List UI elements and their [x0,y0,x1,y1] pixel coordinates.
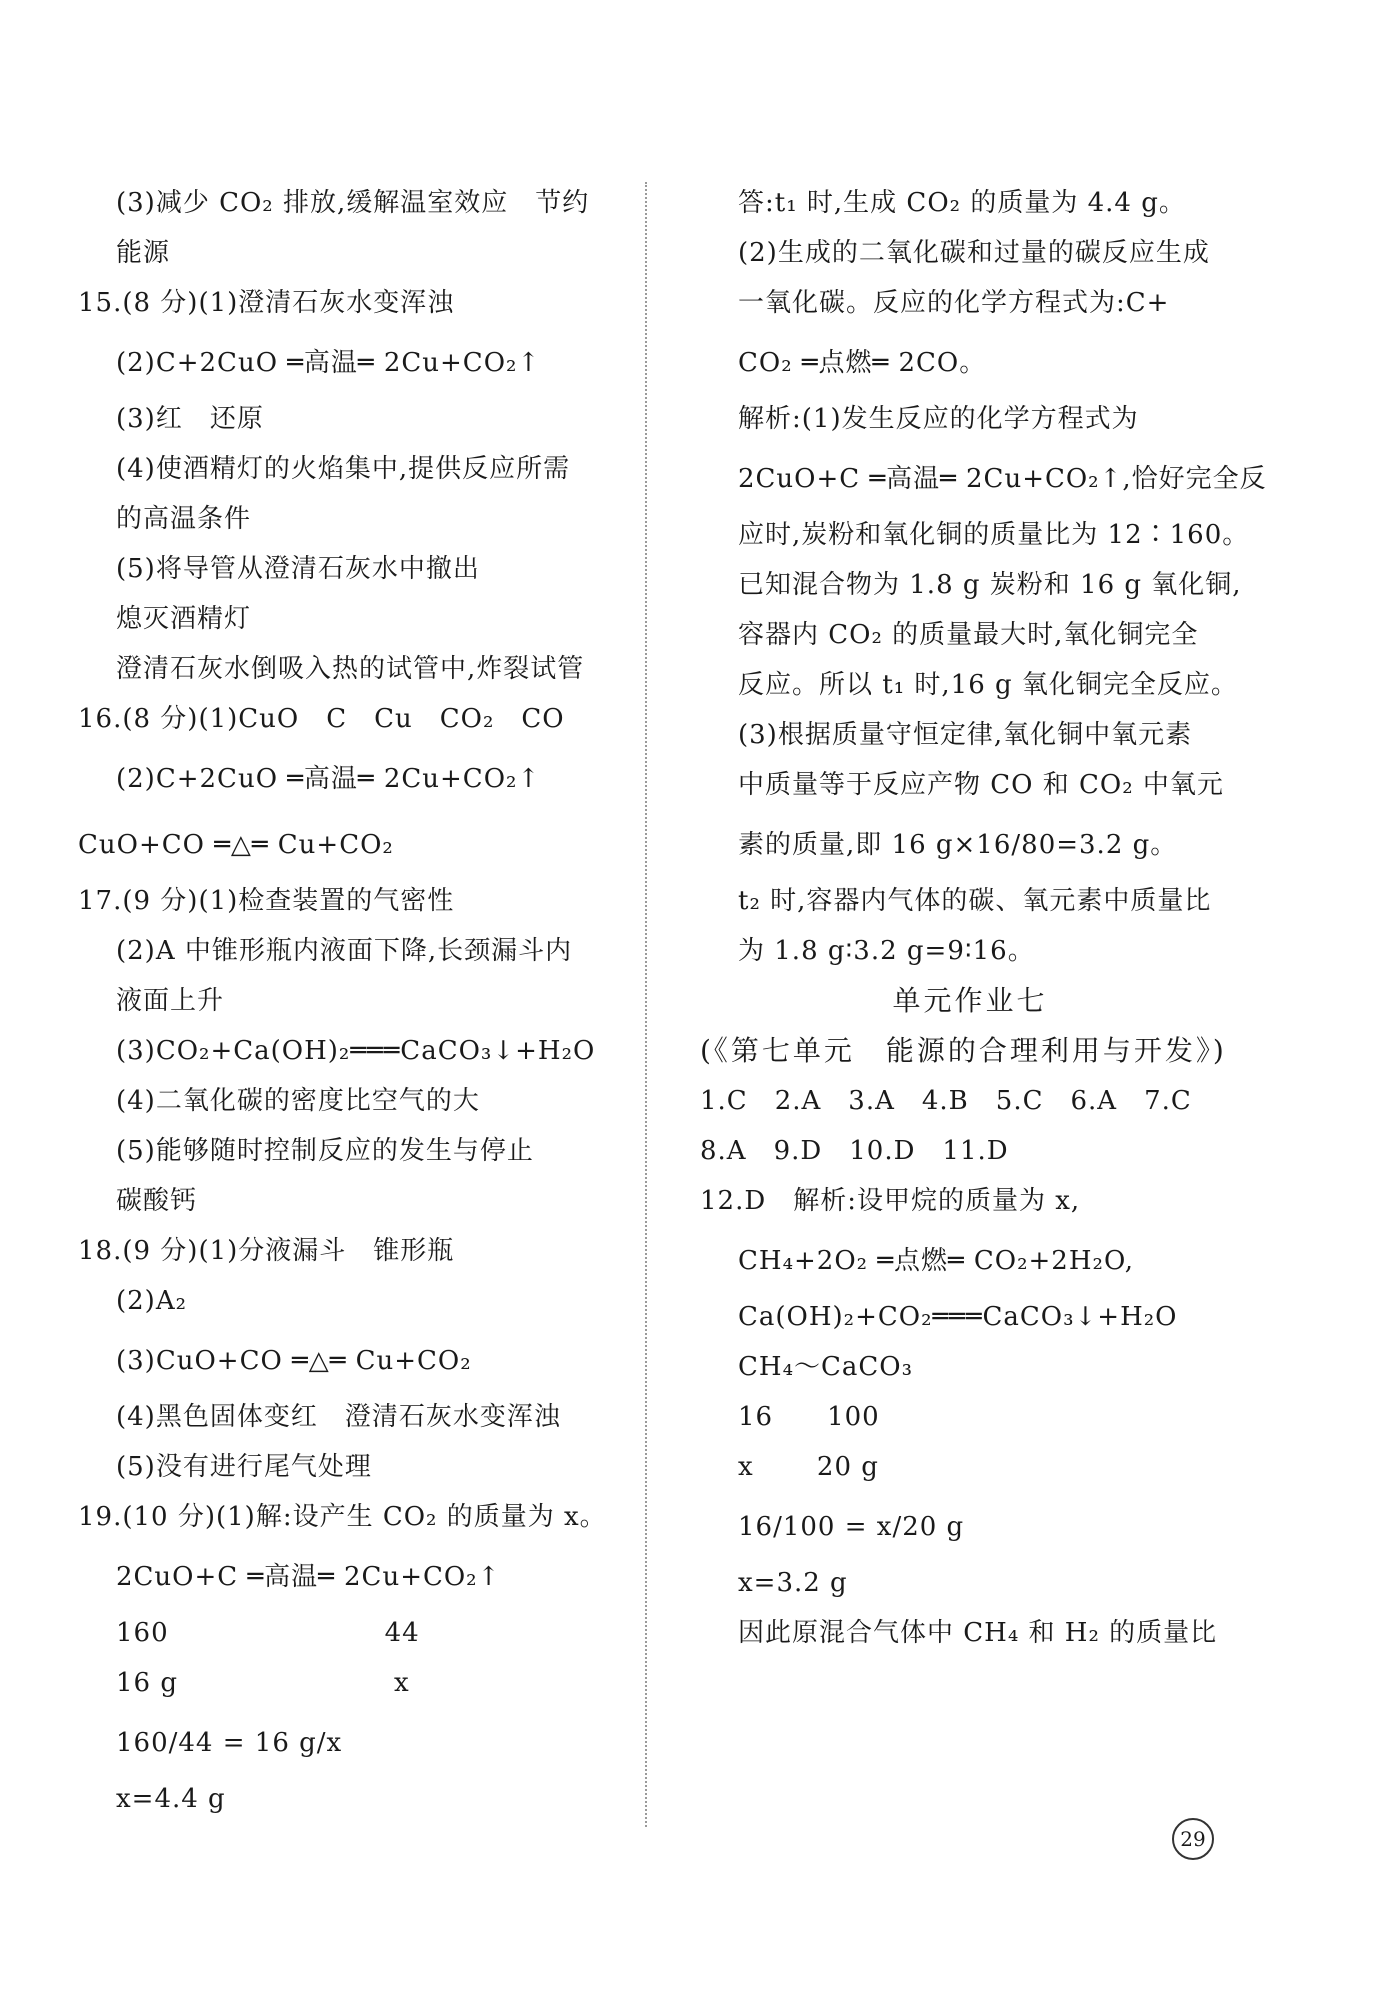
right-column-line: 为 1.8 g∶3.2 g=9∶16。 [738,936,1035,966]
left-column-line: (5)能够随时控制反应的发生与停止 [116,1136,534,1166]
left-column-line: 18.(9 分)(1)分液漏斗 锥形瓶 [78,1236,455,1266]
right-column-line: x=3.2 g [738,1568,848,1598]
left-column-line: x=4.4 g [116,1784,226,1814]
right-column-line: 16/100 = x/20 g [738,1512,965,1542]
left-column-line: (2)C+2CuO ═高温═ 2Cu+CO₂↑ [116,764,541,794]
left-column-line: 17.(9 分)(1)检查装置的气密性 [78,886,455,916]
left-column-line: 15.(8 分)(1)澄清石灰水变浑浊 [78,288,455,318]
left-column-line: 160 44 [116,1618,420,1648]
right-column-line: 因此原混合气体中 CH₄ 和 H₂ 的质量比 [738,1618,1218,1648]
right-column-line: 中质量等于反应产物 CO 和 CO₂ 中氧元 [738,770,1224,800]
right-column-line: 1.C 2.A 3.A 4.B 5.C 6.A 7.C [700,1086,1192,1116]
left-column-line: (4)使酒精灯的火焰集中,提供反应所需 [116,454,571,484]
right-column-line: 解析:(1)发生反应的化学方程式为 [738,404,1139,434]
left-column-line: (3)CuO+CO ═△═ Cu+CO₂ [116,1346,472,1376]
right-column [700,178,1267,1658]
left-column-line: CuO+CO ═△═ Cu+CO₂ [78,830,394,860]
left-column-line: (5)将导管从澄清石灰水中撤出 [116,554,480,584]
left-column-line: (2)A 中锥形瓶内液面下降,长颈漏斗内 [116,936,573,966]
column-divider [645,182,647,1827]
left-column-line: 16 g x [116,1668,410,1698]
right-column-line: CO₂ ═点燃═ 2CO。 [738,348,987,378]
left-column-line: (2)C+2CuO ═高温═ 2Cu+CO₂↑ [116,348,541,378]
left-column-line: (5)没有进行尾气处理 [116,1452,372,1482]
right-column-line: x 20 g [738,1452,879,1482]
left-column-line: (3)红 还原 [116,404,264,434]
right-column-line: 答:t₁ 时,生成 CO₂ 的质量为 4.4 g。 [738,188,1186,218]
right-column-line: 已知混合物为 1.8 g 炭粉和 16 g 氧化铜, [738,570,1242,600]
right-column-line: 一氧化碳。反应的化学方程式为:C+ [738,288,1170,318]
left-column-line: 澄清石灰水倒吸入热的试管中,炸裂试管 [116,654,585,684]
right-column-line: (3)根据质量守恒定律,氧化铜中氧元素 [738,720,1193,750]
right-column-line: 2CuO+C ═高温═ 2Cu+CO₂↑,恰好完全反 [738,464,1267,494]
left-column-line: 2CuO+C ═高温═ 2Cu+CO₂↑ [116,1562,501,1592]
left-column-line: 19.(10 分)(1)解:设产生 CO₂ 的质量为 x。 [78,1502,607,1532]
page-number: 29 [1172,1818,1214,1860]
left-column-line: 能源 [116,238,171,268]
left-column-line: (2)A₂ [116,1286,188,1316]
right-column-line: Ca(OH)₂+CO₂═══CaCO₃↓+H₂O [738,1302,1178,1332]
left-column-line: (3)减少 CO₂ 排放,缓解温室效应 节约 [116,188,590,218]
right-column-line: (《第七单元 能源的合理利用与开发》) [700,1034,1227,1067]
right-column-line: 容器内 CO₂ 的质量最大时,氧化铜完全 [738,620,1199,650]
right-column-line: (2)生成的二氧化碳和过量的碳反应生成 [738,238,1210,268]
left-column [78,178,618,1824]
right-column-line: CH₄+2O₂ ═点燃═ CO₂+2H₂O, [738,1246,1135,1276]
left-column-line: (4)黑色固体变红 澄清石灰水变浑浊 [116,1402,561,1432]
left-column-line: 熄灭酒精灯 [116,604,252,634]
right-column-line: 8.A 9.D 10.D 11.D [700,1136,1009,1166]
right-column-line: 素的质量,即 16 g×16/80=3.2 g。 [738,830,1178,860]
right-column-line: 12.D 解析:设甲烷的质量为 x, [700,1186,1081,1216]
right-column-line: 应时,炭粉和氧化铜的质量比为 12∶160。 [738,520,1250,550]
left-column-line: 16.(8 分)(1)CuO C Cu CO₂ CO [78,704,565,734]
right-column-line: CH₄～CaCO₃ [738,1352,914,1382]
left-column-line: 液面上升 [116,986,225,1016]
left-column-line: (3)CO₂+Ca(OH)₂═══CaCO₃↓+H₂O [116,1036,596,1066]
right-column-line: t₂ 时,容器内气体的碳、氧元素中质量比 [738,886,1212,916]
right-column-line: 16 100 [738,1402,880,1432]
left-column-line: (4)二氧化碳的密度比空气的大 [116,1086,480,1116]
right-column-line: 反应。所以 t₁ 时,16 g 氧化铜完全反应。 [738,670,1238,700]
left-column-line: 的高温条件 [116,504,252,534]
left-column-line: 160/44 = 16 g/x [116,1728,343,1758]
left-column-line: 碳酸钙 [116,1186,198,1216]
right-column-line: 单元作业七 [892,984,1048,1017]
